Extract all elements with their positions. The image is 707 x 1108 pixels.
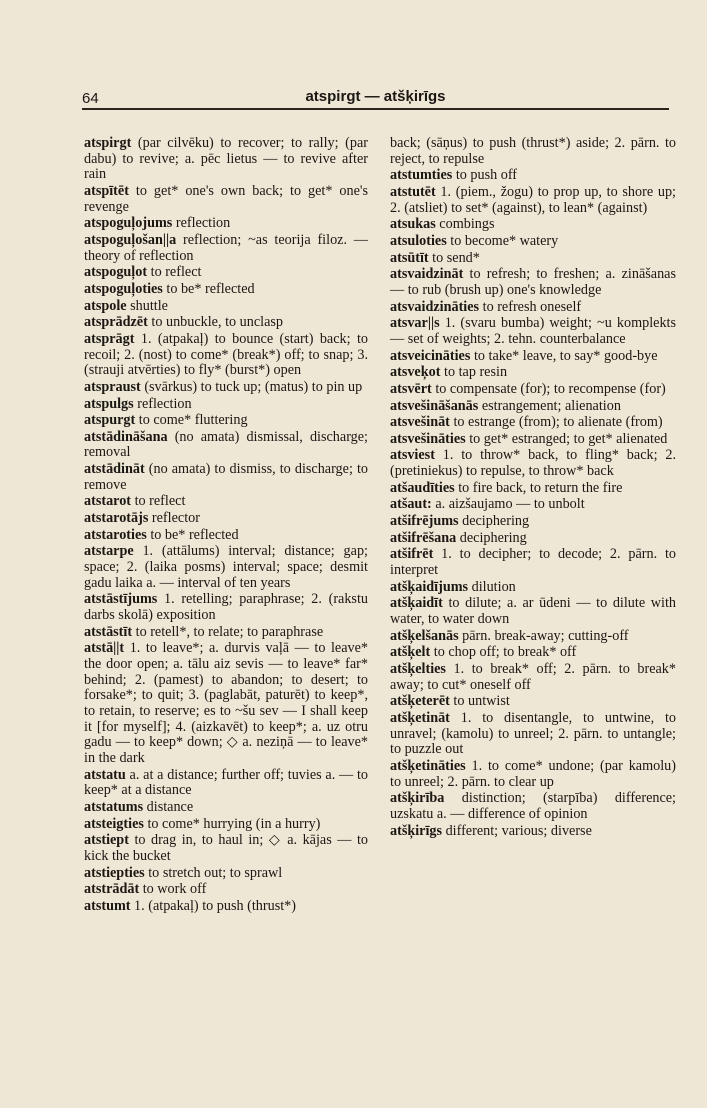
entry-definition: to take* leave, to say* good-bye	[470, 347, 658, 364]
dictionary-entry	[390, 267, 676, 298]
entry-headword: atšifrēšana	[390, 529, 457, 546]
entry-definition: 1. (atpakaļ) to push (thrust*)	[130, 897, 296, 914]
entry-headword: atšifrējums	[390, 513, 459, 530]
entry-definition: 1. (atpakaļ) to bounce (start) back; to recoil; 2. (nost) to come* (break*) off; to snap; 3. (strauji atvērties) to fly* (burst*) open	[84, 330, 368, 379]
entry-definition: reflection; ~as teorija filoz. — theory of reflection	[84, 231, 368, 264]
entry-headword: atsūtīt	[390, 249, 429, 266]
dictionary-entry	[84, 233, 368, 264]
entry-definition: (svārkus) to tuck up; (matus) to pin up	[140, 378, 363, 395]
entry-headword: atstatu	[84, 766, 126, 783]
entry-headword: atspoguļoties	[84, 280, 163, 297]
entry-headword: atsprāgt	[84, 330, 135, 347]
dictionary-entry	[84, 282, 368, 298]
entry-definition: to retell*, to relate; to paraphrase	[132, 623, 324, 640]
dictionary-entry	[84, 641, 368, 766]
entry-headword: atstāstīt	[84, 623, 133, 640]
entry-headword: atsviest	[390, 447, 435, 464]
dictionary-entry	[390, 596, 676, 627]
entry-headword: atsvešināties	[390, 430, 466, 447]
entry-headword: atšķelt	[390, 644, 431, 661]
dictionary-entry	[390, 399, 676, 415]
dictionary-entry	[390, 497, 676, 513]
entry-headword: atspulgs	[84, 395, 134, 412]
entry-headword: atstarotājs	[84, 510, 149, 527]
dictionary-entry	[84, 899, 368, 915]
entry-headword: atšķetināt	[390, 709, 450, 726]
entry-headword: atšķelties	[390, 661, 446, 677]
entry-definition: to get* estranged; to get* alienated	[465, 430, 668, 447]
dictionary-entry	[390, 629, 676, 645]
dictionary-entry	[84, 332, 368, 379]
dictionary-entry	[390, 759, 676, 790]
entry-headword: atšķeterēt	[390, 693, 450, 710]
dictionary-entry	[84, 625, 368, 641]
dictionary-entry	[390, 547, 676, 578]
dictionary-entry	[390, 251, 676, 267]
entry-headword: atsveķot	[390, 364, 441, 381]
dictionary-entry	[390, 448, 676, 479]
entry-definition: combings	[435, 216, 495, 233]
entry-headword: atšaudīties	[390, 479, 455, 496]
entry-headword: atspoguļot	[84, 264, 148, 281]
entry-definition: to drag in, to haul in; ◇ a. kājas — to kick the bucket	[84, 832, 368, 864]
entry-definition: 1. retelling; paraphrase; 2. (rakstu darbs skolā) exposition	[84, 591, 368, 624]
dictionary-entry	[84, 817, 368, 833]
dictionary-entry	[84, 592, 368, 623]
entry-headword: atsvar||s	[390, 315, 440, 332]
entry-headword: atšķaidījums	[390, 578, 469, 595]
entry-definition: to tap resin	[440, 364, 508, 381]
dictionary-entry	[84, 833, 368, 864]
entry-headword: atstaroties	[84, 526, 147, 543]
dictionary-entry	[390, 662, 676, 693]
dictionary-entry	[84, 413, 368, 429]
entry-definition: to come* fluttering	[135, 412, 248, 429]
entry-headword: atsprādzēt	[84, 314, 148, 331]
entry-definition: to unbuckle, to unclasp	[147, 314, 283, 331]
dictionary-entry	[390, 791, 676, 822]
entry-headword: atsukas	[390, 216, 436, 233]
entry-definition: to fire back, to return the fire	[454, 479, 623, 496]
page-header	[82, 86, 669, 110]
dictionary-entry	[84, 299, 368, 315]
dictionary-entry	[390, 316, 676, 347]
dictionary-entry	[390, 645, 676, 661]
entry-definition: reflection	[172, 215, 231, 232]
right-column	[390, 136, 676, 839]
dictionary-entry	[84, 768, 368, 799]
entry-definition: back; (sāņus) to push (thrust*) aside; 2. pārn. to reject, to repulse	[390, 135, 676, 167]
entry-headword: atsvešināt	[390, 414, 450, 431]
entry-definition: (no amata) to dismiss, to discharge; to remove	[84, 461, 368, 493]
entry-headword: atstādināšana	[84, 428, 168, 445]
entry-definition: distinction; (starpība) difference; uzskatu a. — difference of opinion	[390, 790, 676, 822]
entry-headword: atšķelšanās	[390, 627, 459, 644]
entry-definition: to be* reflected	[162, 280, 255, 297]
entry-definition: 1. to come* undone; (par kamolu) to unreel; 2. pārn. to clear up	[390, 757, 676, 790]
entry-definition: to compensate (for); to recompense (for)	[431, 380, 666, 397]
entry-headword: atšķaidīt	[390, 595, 443, 612]
dictionary-entry	[84, 528, 368, 544]
dictionary-entry	[390, 382, 676, 398]
entry-headword: atsuloties	[390, 232, 447, 249]
entry-definition: a. aizšaujamo — to unbolt	[431, 496, 585, 513]
entry-definition: to dilute; a. ar ūdeni — to dilute with water, to water down	[390, 595, 676, 628]
entry-definition: to chop off; to break* off	[430, 644, 577, 661]
page-number: 64	[82, 90, 99, 107]
entry-definition: reflection	[133, 395, 192, 412]
dictionary-entry	[390, 514, 676, 530]
entry-headword: atsveicināties	[390, 347, 471, 364]
entry-headword: atspoguļošan||a	[84, 231, 177, 248]
entry-definition: to work off	[139, 881, 207, 898]
dictionary-entry	[84, 882, 368, 898]
dictionary-entry	[84, 315, 368, 331]
dictionary-entry	[390, 168, 676, 184]
entry-definition: to refresh; to freshen; a. zināšanas — to rub (brush up) one's knowledge	[390, 266, 676, 298]
entry-definition: to send*	[428, 249, 480, 266]
entry-headword: atšķirība	[390, 790, 445, 807]
entry-headword: atsvešināšanās	[390, 397, 479, 414]
entry-headword: atšķetināties	[390, 757, 466, 774]
entry-definition: 1. (svaru bumba) weight; ~u komplekts — set of weights; 2. tehn. counterbalance	[390, 315, 676, 347]
entry-headword: atstatums	[84, 798, 144, 815]
entry-definition: to reflect	[131, 493, 186, 510]
entry-definition: to untwist	[449, 693, 510, 710]
entry-headword: atspoguļojums	[84, 215, 173, 232]
dictionary-entry	[390, 349, 676, 365]
dictionary-entry	[84, 184, 368, 215]
dictionary-entry	[390, 217, 676, 233]
entry-headword: atstrādāt	[84, 881, 140, 898]
dictionary-entry	[84, 462, 368, 493]
entry-definition: dilution	[468, 578, 516, 595]
dictionary-entry	[390, 481, 676, 497]
dictionary-entry	[390, 185, 676, 216]
entry-headword: atstumt	[84, 897, 131, 914]
dictionary-entry	[84, 430, 368, 461]
entry-definition: different; various; diverse	[442, 822, 592, 839]
dictionary-entry	[390, 136, 676, 167]
entry-definition: 1. to leave*; a. durvis vaļā — to leave* the door open; a. tālu aiz sevis — to leave* far* behind; 2. (pamest) to abandon; to desert; to forsake*; to quit; 3. (paglabāt, paturēt) to keep*, to retain, to reserve; es to ~šu sev — I shall keep it [for myself]; 4. (aizkavēt) to keep*; a. uz otru gadu — to keep* down; ◇ a. neziņā — to leave* in the dark	[84, 640, 368, 766]
entry-definition: to come* hurrying (in a hurry)	[143, 815, 321, 832]
entry-headword: atstādināt	[84, 461, 145, 478]
dictionary-entry	[390, 531, 676, 547]
dictionary-entry	[390, 694, 676, 710]
entry-headword: atstarot	[84, 493, 132, 510]
entry-headword: atsvaidzināt	[390, 266, 464, 283]
entry-headword: atšaut:	[390, 496, 432, 513]
entry-definition: shuttle	[126, 297, 168, 314]
dictionary-entry	[84, 136, 368, 183]
dictionary-entry	[390, 300, 676, 316]
entry-definition: to push off	[452, 167, 518, 184]
entry-definition: estrangement; alienation	[478, 397, 621, 414]
entry-definition: to estrange (from); to alienate (from)	[449, 414, 663, 431]
entry-headword: atspraust	[84, 378, 141, 395]
entry-definition: a. at a distance; further off; tuvies a. — to keep* at a distance	[84, 766, 368, 799]
entry-definition: 1. (piem., žogu) to prop up, to shore up; 2. (atsliet) to set* (against), to lean* (against)	[390, 183, 676, 216]
entry-headword: atsteigties	[84, 815, 144, 832]
dictionary-entry	[84, 380, 368, 396]
entry-definition: deciphering	[458, 513, 530, 530]
entry-definition: to refresh oneself	[479, 298, 582, 315]
entry-definition: to become* watery	[446, 232, 559, 249]
entry-headword: atstā||t	[84, 640, 125, 657]
entry-headword: atsvērt	[390, 380, 432, 397]
entry-definition: 1. to decipher; to decode; 2. pārn. to interpret	[390, 546, 676, 579]
entry-definition: 1. to disentangle, to untwine, to unravel; (kamolu) to unreel; 2. pārn. to untangle; to puzzle out	[390, 709, 676, 758]
entry-definition: 1. (attālums) interval; distance; gap; space; 2. (laika posms) interval; space; desmit gadu laika a. — interval of ten years	[84, 543, 368, 591]
running-head: atspirgt — atšķirīgs	[305, 88, 446, 105]
entry-definition: deciphering	[456, 529, 527, 546]
dictionary-entry	[390, 365, 676, 381]
dictionary-entry	[84, 544, 368, 591]
entry-definition: 1. to break* off; 2. pārn. to break* away; to cut* oneself off	[390, 661, 676, 693]
entry-definition: 1. to throw* back, to fling* back; 2. (pretiniekus) to repulse, to throw* back	[390, 447, 676, 480]
entry-headword: atstumties	[390, 167, 453, 184]
entry-headword: atstiepties	[84, 864, 145, 881]
dictionary-entry	[84, 265, 368, 281]
entry-headword: atšķirīgs	[390, 822, 443, 839]
entry-headword: atstiept	[84, 832, 129, 849]
dictionary-entry	[390, 234, 676, 250]
entry-headword: atspole	[84, 297, 127, 314]
entry-headword: atšifrēt	[390, 546, 434, 563]
dictionary-entry	[390, 824, 676, 840]
dictionary-entry	[84, 397, 368, 413]
entry-headword: atstāstījums	[84, 591, 158, 608]
dictionary-entry	[390, 432, 676, 448]
dictionary-entry	[84, 800, 368, 816]
entry-definition: distance	[143, 798, 194, 815]
entry-headword: atspirgt	[84, 135, 132, 151]
entry-definition: reflector	[148, 510, 200, 527]
entry-definition: to get* one's own back; to get* one's revenge	[84, 182, 368, 215]
entry-headword: atstarpe	[84, 543, 134, 560]
entry-definition: to be* reflected	[146, 526, 239, 543]
entry-definition: (no amata) dismissal, discharge; removal	[84, 428, 368, 461]
entry-definition: to stretch out; to sprawl	[144, 864, 283, 881]
entry-definition: pārn. break-away; cutting-off	[458, 627, 629, 644]
dictionary-entry	[390, 711, 676, 758]
dictionary-entry	[84, 494, 368, 510]
entry-headword: atsvaidzināties	[390, 298, 480, 315]
dictionary-entry	[84, 216, 368, 232]
entry-headword: atspītēt	[84, 182, 129, 199]
left-column	[84, 136, 368, 915]
dictionary-entry	[84, 511, 368, 527]
dictionary-entry	[390, 580, 676, 596]
entry-definition: (par cilvēku) to recover; to rally; (par dabu) to revive; a. pēc lietus — to revive after rain	[84, 135, 368, 183]
entry-headword: atstutēt	[390, 183, 436, 200]
entry-definition: to reflect	[147, 264, 202, 281]
dictionary-entry	[84, 866, 368, 882]
dictionary-entry	[390, 415, 676, 431]
entry-headword: atspurgt	[84, 412, 136, 429]
